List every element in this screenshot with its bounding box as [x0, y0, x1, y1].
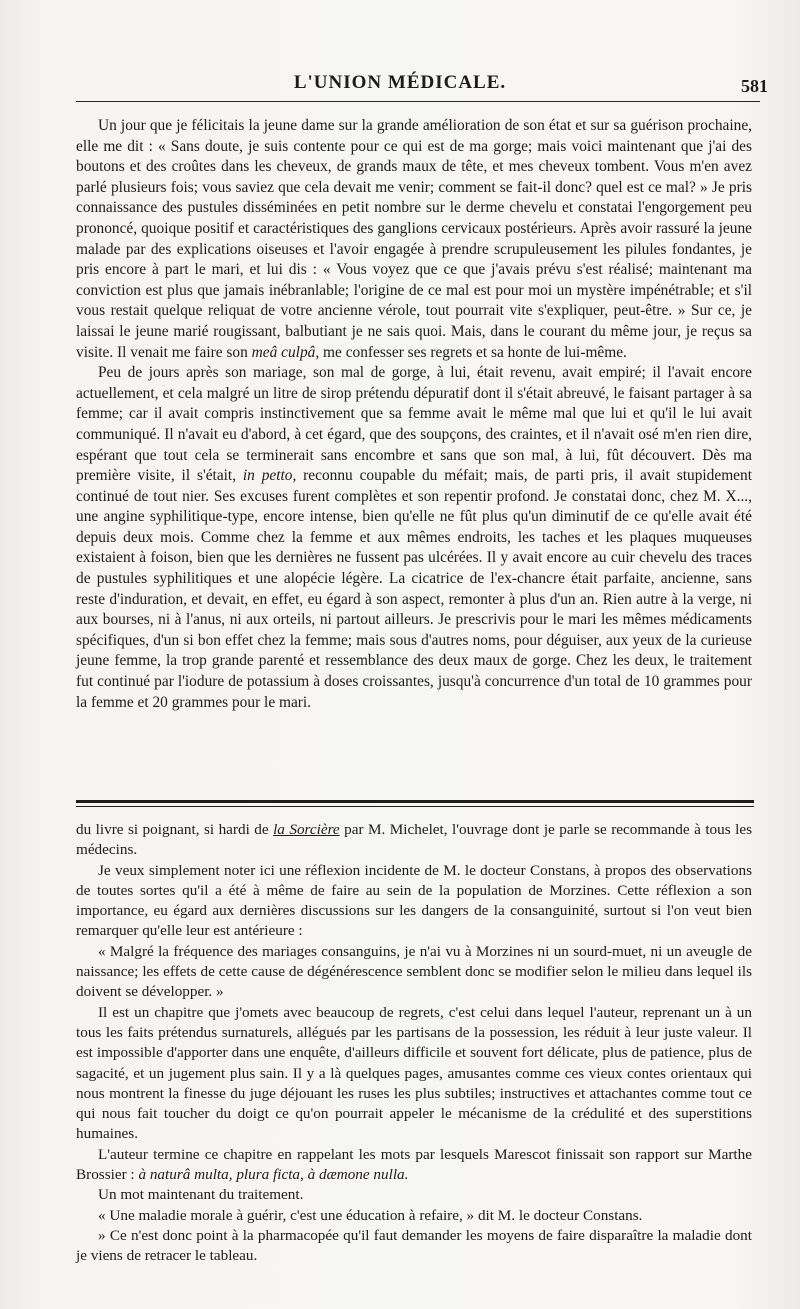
italic-phrase: meâ culpâ,: [251, 343, 320, 361]
paragraph: [76, 116, 752, 363]
paragraph: Un mot maintenant du traitement.: [98, 1186, 304, 1204]
paragraph: Il est un chapitre que j'omets avec beaucoup de regrets, c'est celui dans lequel l'auteur, reprenant un à un tous les faits prétendus surnaturels, allégués par les partisans de la possession, les réduit à leur juste valeur. Il est impossible d'apporter dans une enquête, d'ailleurs difficile et souvent fort délicate, plus de patience, plus de sagacité, et un jugement plus sain. Il y a là quelques pages, amusantes comme ces vieux contes orientaux qui nous montrent la finesse du juge déjouant les ruses les plus subtiles; instructives et attachantes comme tout ce qui nous fait toucher du doigt ce qu'on pourrait appeler le mécanisme de la crédulité et des superstitions humaines.: [76, 1003, 752, 1143]
paragraph: [76, 1145, 752, 1186]
text-run: du livre si poignant, si hardi de: [76, 821, 274, 838]
header-rule: [76, 101, 760, 102]
text-run: L'auteur termine ce chapitre en rappelant les mots par lesquels Marescot finissait son rapport sur Marthe Brossier :: [76, 1145, 752, 1184]
italic-phrase: in petto,: [242, 467, 297, 485]
text-run: reconnu coupable du méfait; mais, de parti pris, il avait stupidement continué de tout nier. Ses excuses furent complètes et son repentir profond. Je constatai donc, chez M. X..., une angine syphilitique-type, encore intense, bien qu'elle ne fût plus qu'un diminutif de ce qu'elle avait été depuis deux mois. Comme chez la femme et aux mêmes endroits, les taches et les plaques muqueuses existaient à foison, bien que les dernières ne fussent pas ulcérées. Il y avait encore au cuir chevelu des traces de pustules syphilitiques et une alopécie légère. La cicatrice de l'ex-chancre était parfaite, ancienne, sans reste d'induration, et devait, en effet, eu égard à son aspect, remonter à plus d'un an. Rien autre à la verge, ni aux bourses, ni à l'anus, ni aux orteils, ni partout ailleurs. Je prescrivis pour le mari les mêmes médicaments spécifiques, d'un si bon effet chez la femme; mais sous d'autres noms, pour déguiser, aux yeux de la curieuse jeune femme, la trop grande parenté et ressemblance des deux maux de gorge. Chez les deux, le traitement fut continué par l'iodure de potassium à doses croissantes, jusqu'à concurrence d'un total de 10 grammes pour la femme et 20 grammes pour le mari.: [76, 467, 752, 711]
text-run: me confesser ses regrets et sa honte de lui-même.: [319, 343, 627, 361]
text-run: par M. Michelet, l'ouvrage dont je parle se recommande à tous les médecins.: [76, 821, 752, 859]
text-run: Un jour que je félicitais la jeune dame sur la grande amélioration de son état et sur sa guérison prochaine, elle me dit : « Sans doute, je suis contente pour ce qui est de ma gorge; mais voici maintenant que j'ai des boutons et des croûtes dans les cheveux, de grands maux de tête, et mes cheveux tombent. Vous m'en avez parlé plusieurs fois; vous saviez que cela devait me venir; comment se fait-il donc? quel est ce mal? » Je pris connaissance des pustules disséminées en petit nombre sur le derme chevelu et constatai l'engorgement peu prononcé, quoique positif et caractéristiques des ganglions cervicaux postérieurs. Après avoir rassuré la jeune malade par des explications oiseuses et l'avoir engagée à prendre scrupuleusement les pilules fondantes, je pris encore à part le mari, et lui dis : « Vous voyez que ce que j'avais prévu s'est réalisé; maintenant ma conviction est plus que jamais inébranlable; l'origine de ce mal est pour moi un mystère impénétrable; et s'il vous restait quelque reliquat de votre ancienne vérole, tout pourrait vite s'expliquer, peut-être. » Sur ce, je laissai le jeune marié rougissant, balbutiant je ne sais quoi. Mais, dans le courant du même jour, je reçus sa visite. Il venait me faire son: [76, 117, 752, 361]
quotation: « Malgré la fréquence des mariages consanguins, je n'ai vu à Morzines ni un sourd-muet, ni un aveugle de naissance; les effets de cette cause de dégénérescence semblent donc se modifier selon le milieu dans lequel ils doivent se développer. »: [76, 942, 752, 1001]
paragraph: [76, 363, 752, 713]
section-divider-thin: [76, 806, 754, 807]
feuilleton-section: [76, 820, 752, 1267]
latin-quote: à naturâ multa, plura ficta, à dæmone nulla.: [138, 1166, 409, 1184]
text-run: Peu de jours après son mariage, son mal de gorge, à lui, était revenu, avait empiré; il l'avait encore actuellement, et cela malgré un litre de sirop prétendu dépuratif dont il s'était abreuvé, le faisant partager à sa femme; car il avait compris instinctivement que sa femme avait le même mal que lui et qu'il le lui avait communiqué. Il n'avait eu d'abord, à cet égard, que des soupçons, des craintes, et il n'avait osé m'en rien dire, espérant que tout cela se terminerait sans encombre et sans que son mal, à lui, fût découvert. Dès ma première visite, il s'était,: [76, 364, 752, 485]
quotation: « Une maladie morale à guérir, c'est une éducation à refaire, » dit M. le docteur Constans.: [98, 1206, 643, 1224]
book-title: la Sorcière: [273, 821, 340, 838]
page-number: 581: [741, 76, 768, 96]
running-title: L'UNION MÉDICALE.: [293, 72, 507, 93]
quotation: » Ce n'est donc point à la pharmacopée qu'il faut demander les moyens de faire disparaître la maladie dont je viens de retracer le tableau.: [76, 1226, 752, 1265]
paragraph: [76, 820, 752, 861]
section-divider: [76, 800, 754, 803]
paragraph: Je veux simplement noter ici une réflexion incidente de M. le docteur Constans, à propos des observations de toutes sortes qu'il a été à même de faire au sein de la population de Morzines. Cette réflexion a son importance, eu égard aux dernières discussions sur les dangers de la consanguinité, surtout si l'on veut bien remarquer qu'elle leur est antérieure :: [76, 861, 752, 940]
upper-article: [76, 116, 752, 713]
page-header: [0, 72, 800, 102]
